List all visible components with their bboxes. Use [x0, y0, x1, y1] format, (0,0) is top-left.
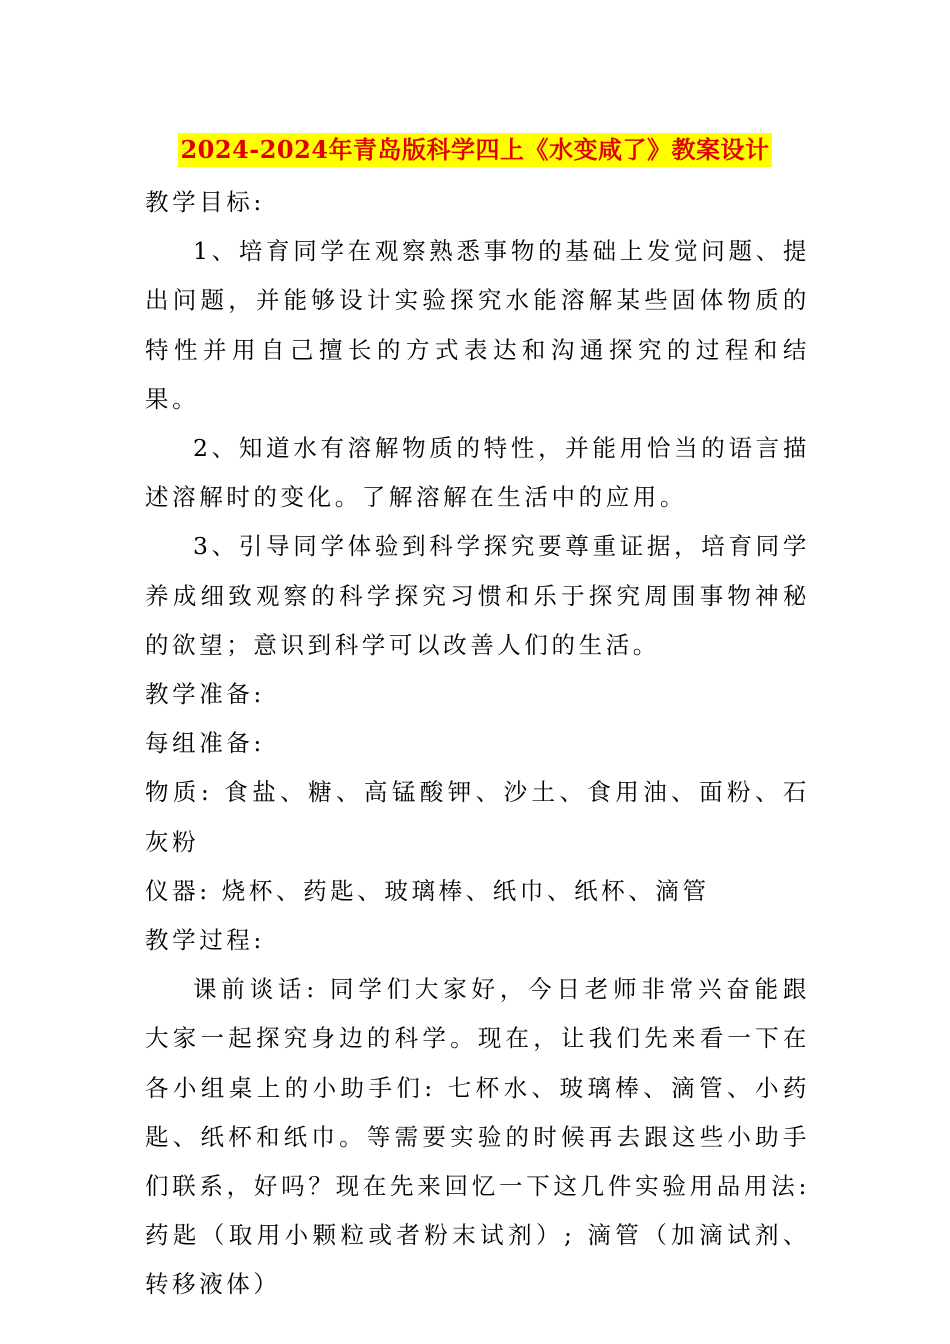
paragraph-process-heading: 教学过程:: [145, 926, 265, 955]
paragraph-objectives-heading: 教学目标:: [145, 188, 265, 216]
paragraph-pre-class-talk: 课前谈话: 同学们大家好，今日老师非常兴奋能跟大家一起探究身边的科学。现在，让我们先来看一下在各小组桌上的小助手们: 七杯水、玻璃棒、滴管、小药匙、纸杯和纸巾。等需要实验的时候再去跟这些小助手们联系，好吗？现在先来回忆一下这几件实验用品用法: 药匙（取用小颗粒或者粉末试剂）; 滴管（加滴试剂、转移液体）: [145, 975, 810, 1299]
document-body: [145, 178, 810, 1310]
paragraph-group-preparation: 每组准备:: [145, 729, 265, 758]
paragraph-materials: 物质: 食盐、糖、高锰酸钾、沙土、食用油、面粉、石灰粉: [145, 778, 810, 856]
title-container: [0, 133, 950, 167]
paragraph-objective-3: 3、引导同学体验到科学探究要尊重证据，培育同学养成细致观察的科学探究习惯和乐于探究周围事物神秘的欲望；意识到科学可以改善人们的生活。: [145, 532, 810, 659]
document-title: 2024-2024年青岛版科学四上《水变咸了》教案设计: [178, 133, 771, 167]
paragraph-instruments: 仪器: 烧杯、药匙、玻璃棒、纸巾、纸杯、滴管: [145, 876, 710, 905]
paragraph-objective-2: 2、知道水有溶解物质的特性，并能用恰当的语言描述溶解时的变化。了解溶解在生活中的应用。: [145, 434, 810, 512]
paragraph-objective-1: 1、培育同学在观察熟悉事物的基础上发觉问题、提出问题，并能够设计实验探究水能溶解某些固体物质的特性并用自己擅长的方式表达和沟通探究的过程和结果。: [145, 237, 810, 413]
paragraph-preparation-heading: 教学准备:: [145, 680, 265, 709]
